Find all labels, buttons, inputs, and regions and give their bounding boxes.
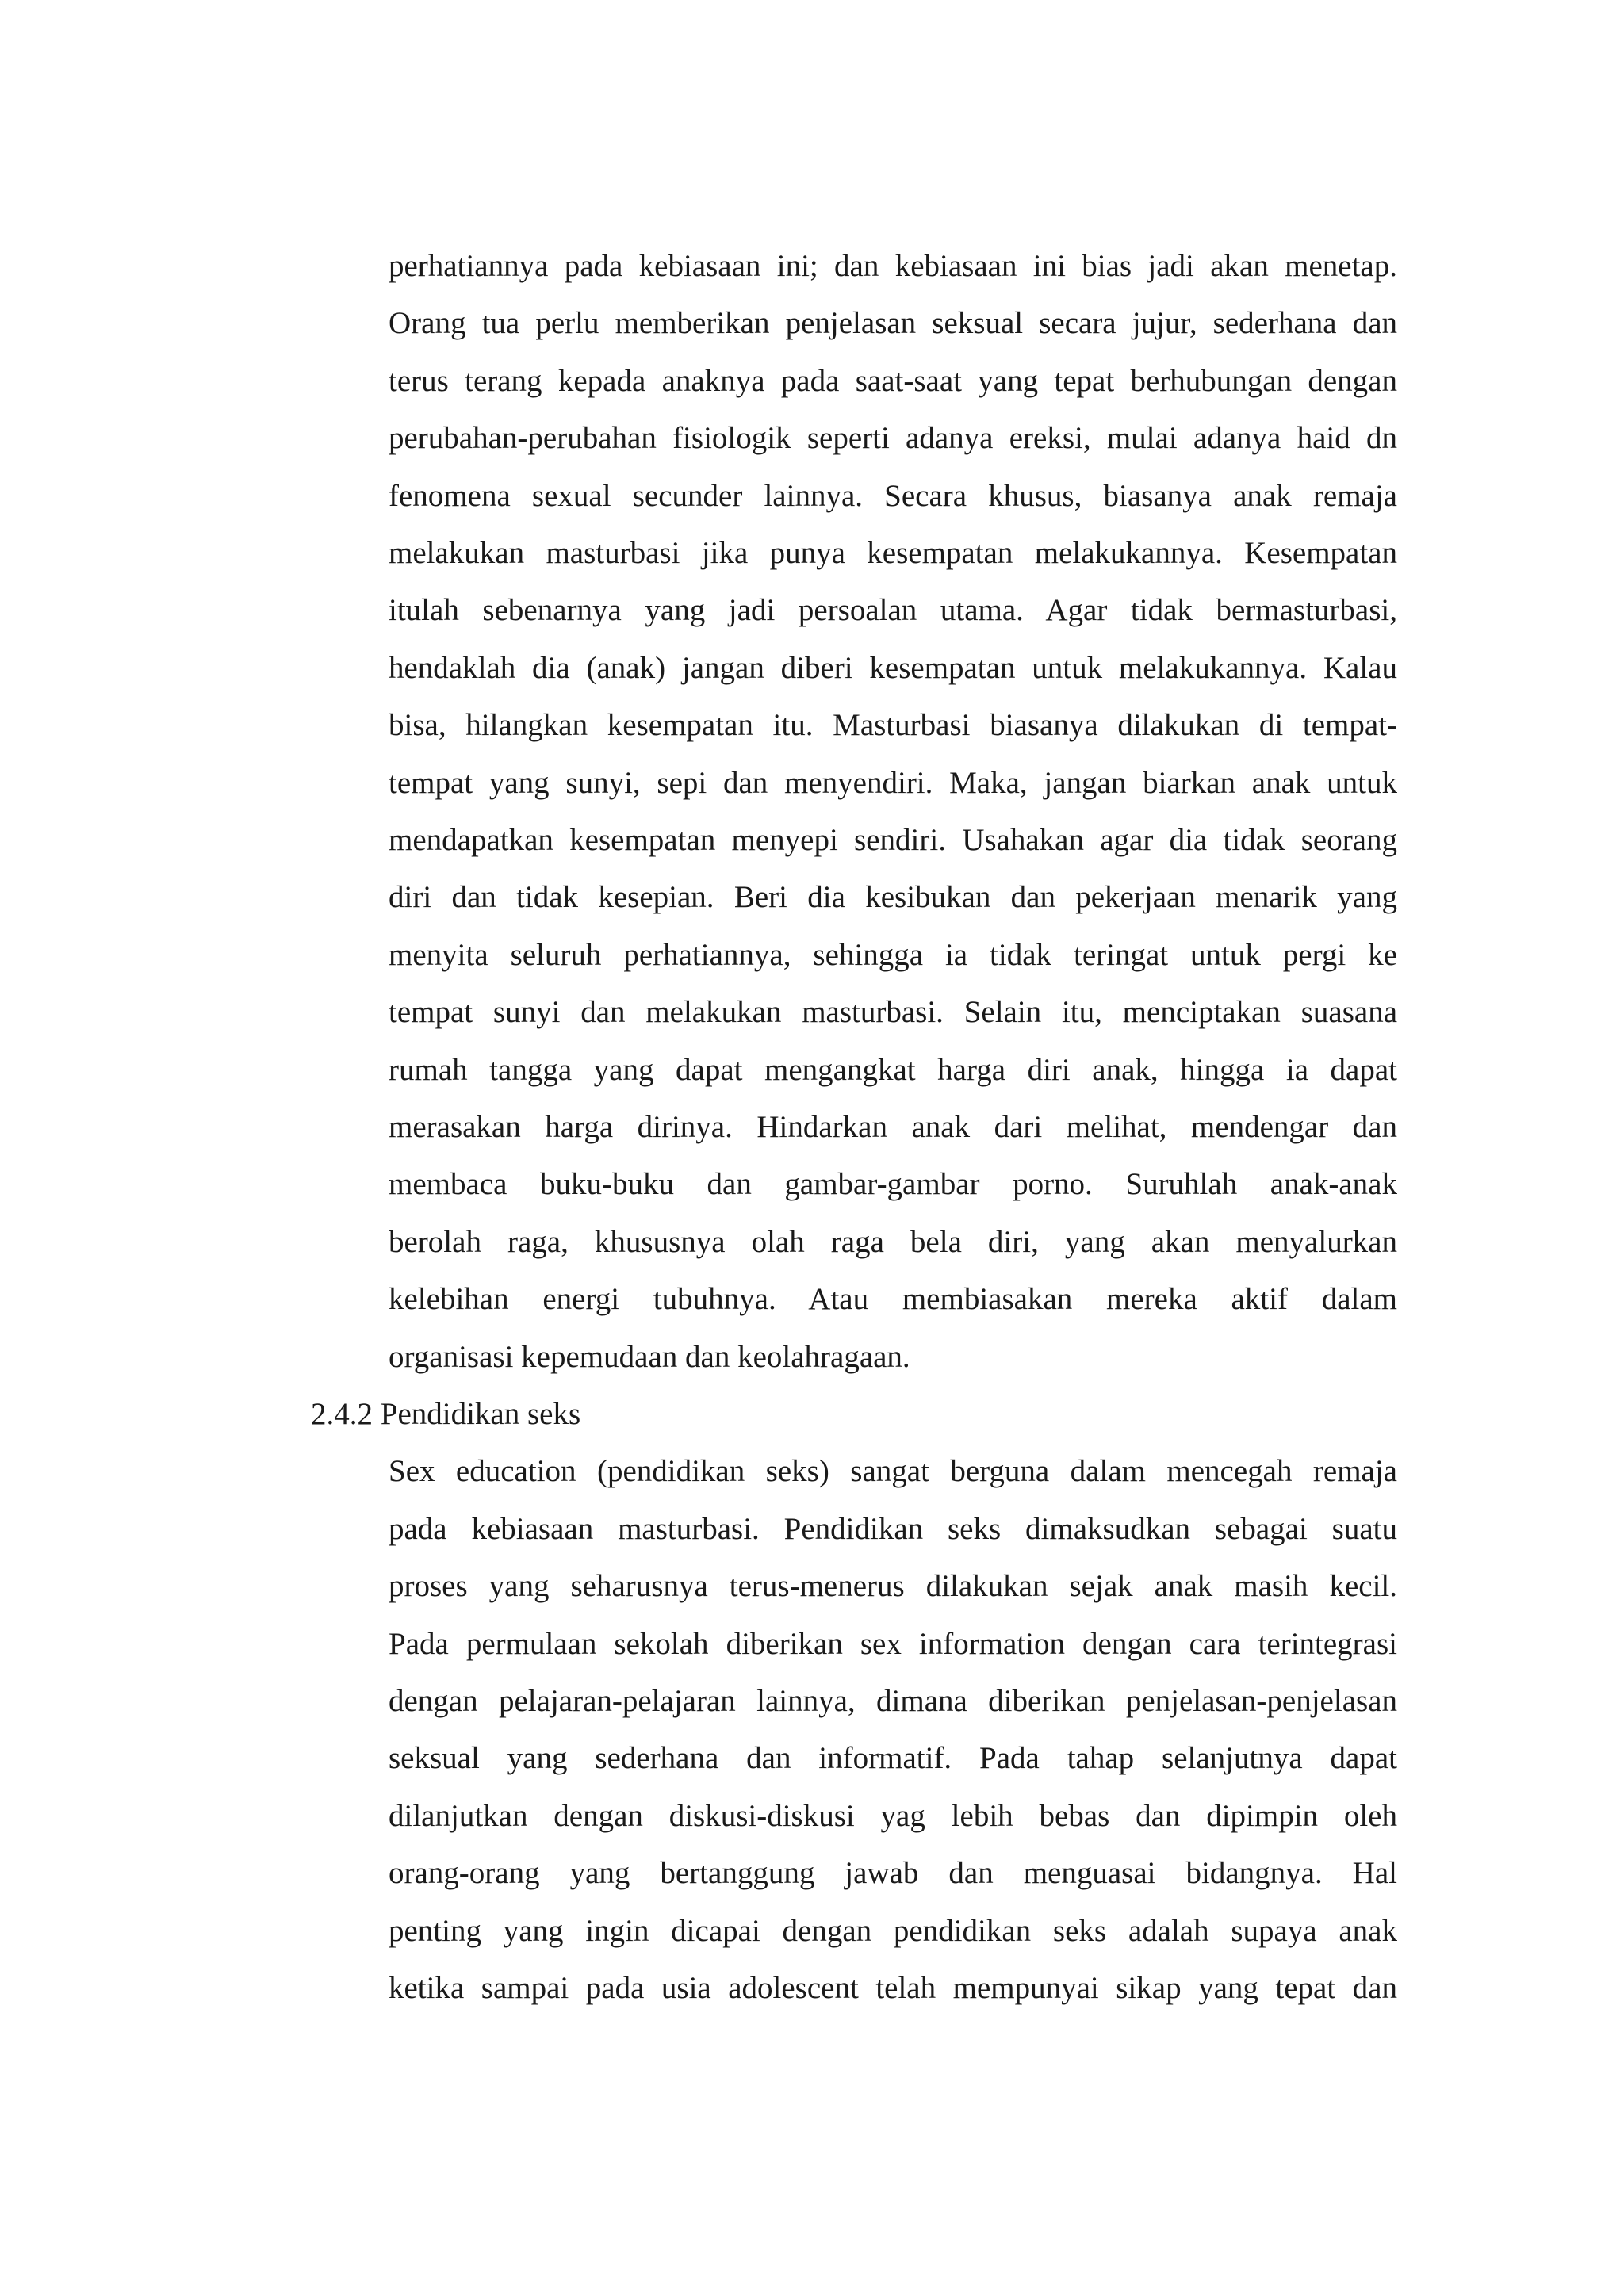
text-line: ketika sampai pada usia adolescent telah mempunyai sikap yang tepat dan xyxy=(389,1971,1397,2005)
text-line: penting yang ingin dicapai dengan pendidikan seks adalah supaya anak xyxy=(389,1914,1397,1948)
text-line: menyita seluruh perhatiannya, sehingga ia tidak teringat untuk pergi ke xyxy=(389,938,1397,972)
text-line: Pada permulaan sekolah diberikan sex information dengan cara terintegrasi xyxy=(389,1627,1397,1661)
text-line: Orang tua perlu memberikan penjelasan seksual secara jujur, sederhana dan xyxy=(389,306,1397,340)
text-line: melakukan masturbasi jika punya kesempatan melakukannya. Kesempatan xyxy=(389,536,1397,570)
text-line: itulah sebenarnya yang jadi persoalan utama. Agar tidak bermasturbasi, xyxy=(389,593,1397,627)
text-line: diri dan tidak kesepian. Beri dia kesibukan dan pekerjaan menarik yang xyxy=(389,880,1397,914)
text-line: tempat yang sunyi, sepi dan menyendiri. Maka, jangan biarkan anak untuk xyxy=(389,766,1397,800)
section-heading: 2.4.2 Pendidikan seks xyxy=(311,1397,581,1431)
text-line: dengan pelajaran-pelajaran lainnya, dimana diberikan penjelasan-penjelasan xyxy=(389,1684,1397,1718)
text-line: orang-orang yang bertanggung jawab dan menguasai bidangnya. Hal xyxy=(389,1856,1397,1890)
text-line: proses yang seharusnya terus-menerus dilakukan sejak anak masih kecil. xyxy=(389,1569,1397,1603)
text-line: bisa, hilangkan kesempatan itu. Masturbasi biasanya dilakukan di tempat- xyxy=(389,708,1397,742)
text-line: seksual yang sederhana dan informatif. Pada tahap selanjutnya dapat xyxy=(389,1741,1397,1775)
text-line: Sex education (pendidikan seks) sangat berguna dalam mencegah remaja xyxy=(389,1454,1397,1488)
text-line: pada kebiasaan masturbasi. Pendidikan seks dimaksudkan sebagai suatu xyxy=(389,1512,1397,1546)
text-line: perubahan-perubahan fisiologik seperti adanya ereksi, mulai adanya haid dn xyxy=(389,421,1397,455)
text-line: tempat sunyi dan melakukan masturbasi. Selain itu, menciptakan suasana xyxy=(389,995,1397,1029)
text-line: kelebihan energi tubuhnya. Atau membiasakan mereka aktif dalam xyxy=(389,1282,1397,1316)
text-line: berolah raga, khususnya olah raga bela diri, yang akan menyalurkan xyxy=(389,1225,1397,1259)
text-line: merasakan harga dirinya. Hindarkan anak dari melihat, mendengar dan xyxy=(389,1110,1397,1144)
text-line: terus terang kepada anaknya pada saat-saat yang tepat berhubungan dengan xyxy=(389,364,1397,398)
text-line: dilanjutkan dengan diskusi-diskusi yag lebih bebas dan dipimpin oleh xyxy=(389,1799,1397,1833)
text-line: rumah tangga yang dapat mengangkat harga diri anak, hingga ia dapat xyxy=(389,1053,1397,1087)
text-line: fenomena sexual secunder lainnya. Secara khusus, biasanya anak remaja xyxy=(389,479,1397,513)
text-line: organisasi kepemudaan dan keolahragaan. xyxy=(389,1340,910,1374)
text-line: membaca buku-buku dan gambar-gambar porno. Suruhlah anak-anak xyxy=(389,1167,1397,1201)
text-line: hendaklah dia (anak) jangan diberi kesempatan untuk melakukannya. Kalau xyxy=(389,651,1397,685)
text-line: mendapatkan kesempatan menyepi sendiri. Usahakan agar dia tidak seorang xyxy=(389,823,1397,857)
text-line: perhatiannya pada kebiasaan ini; dan kebiasaan ini bias jadi akan menetap. xyxy=(389,249,1397,283)
